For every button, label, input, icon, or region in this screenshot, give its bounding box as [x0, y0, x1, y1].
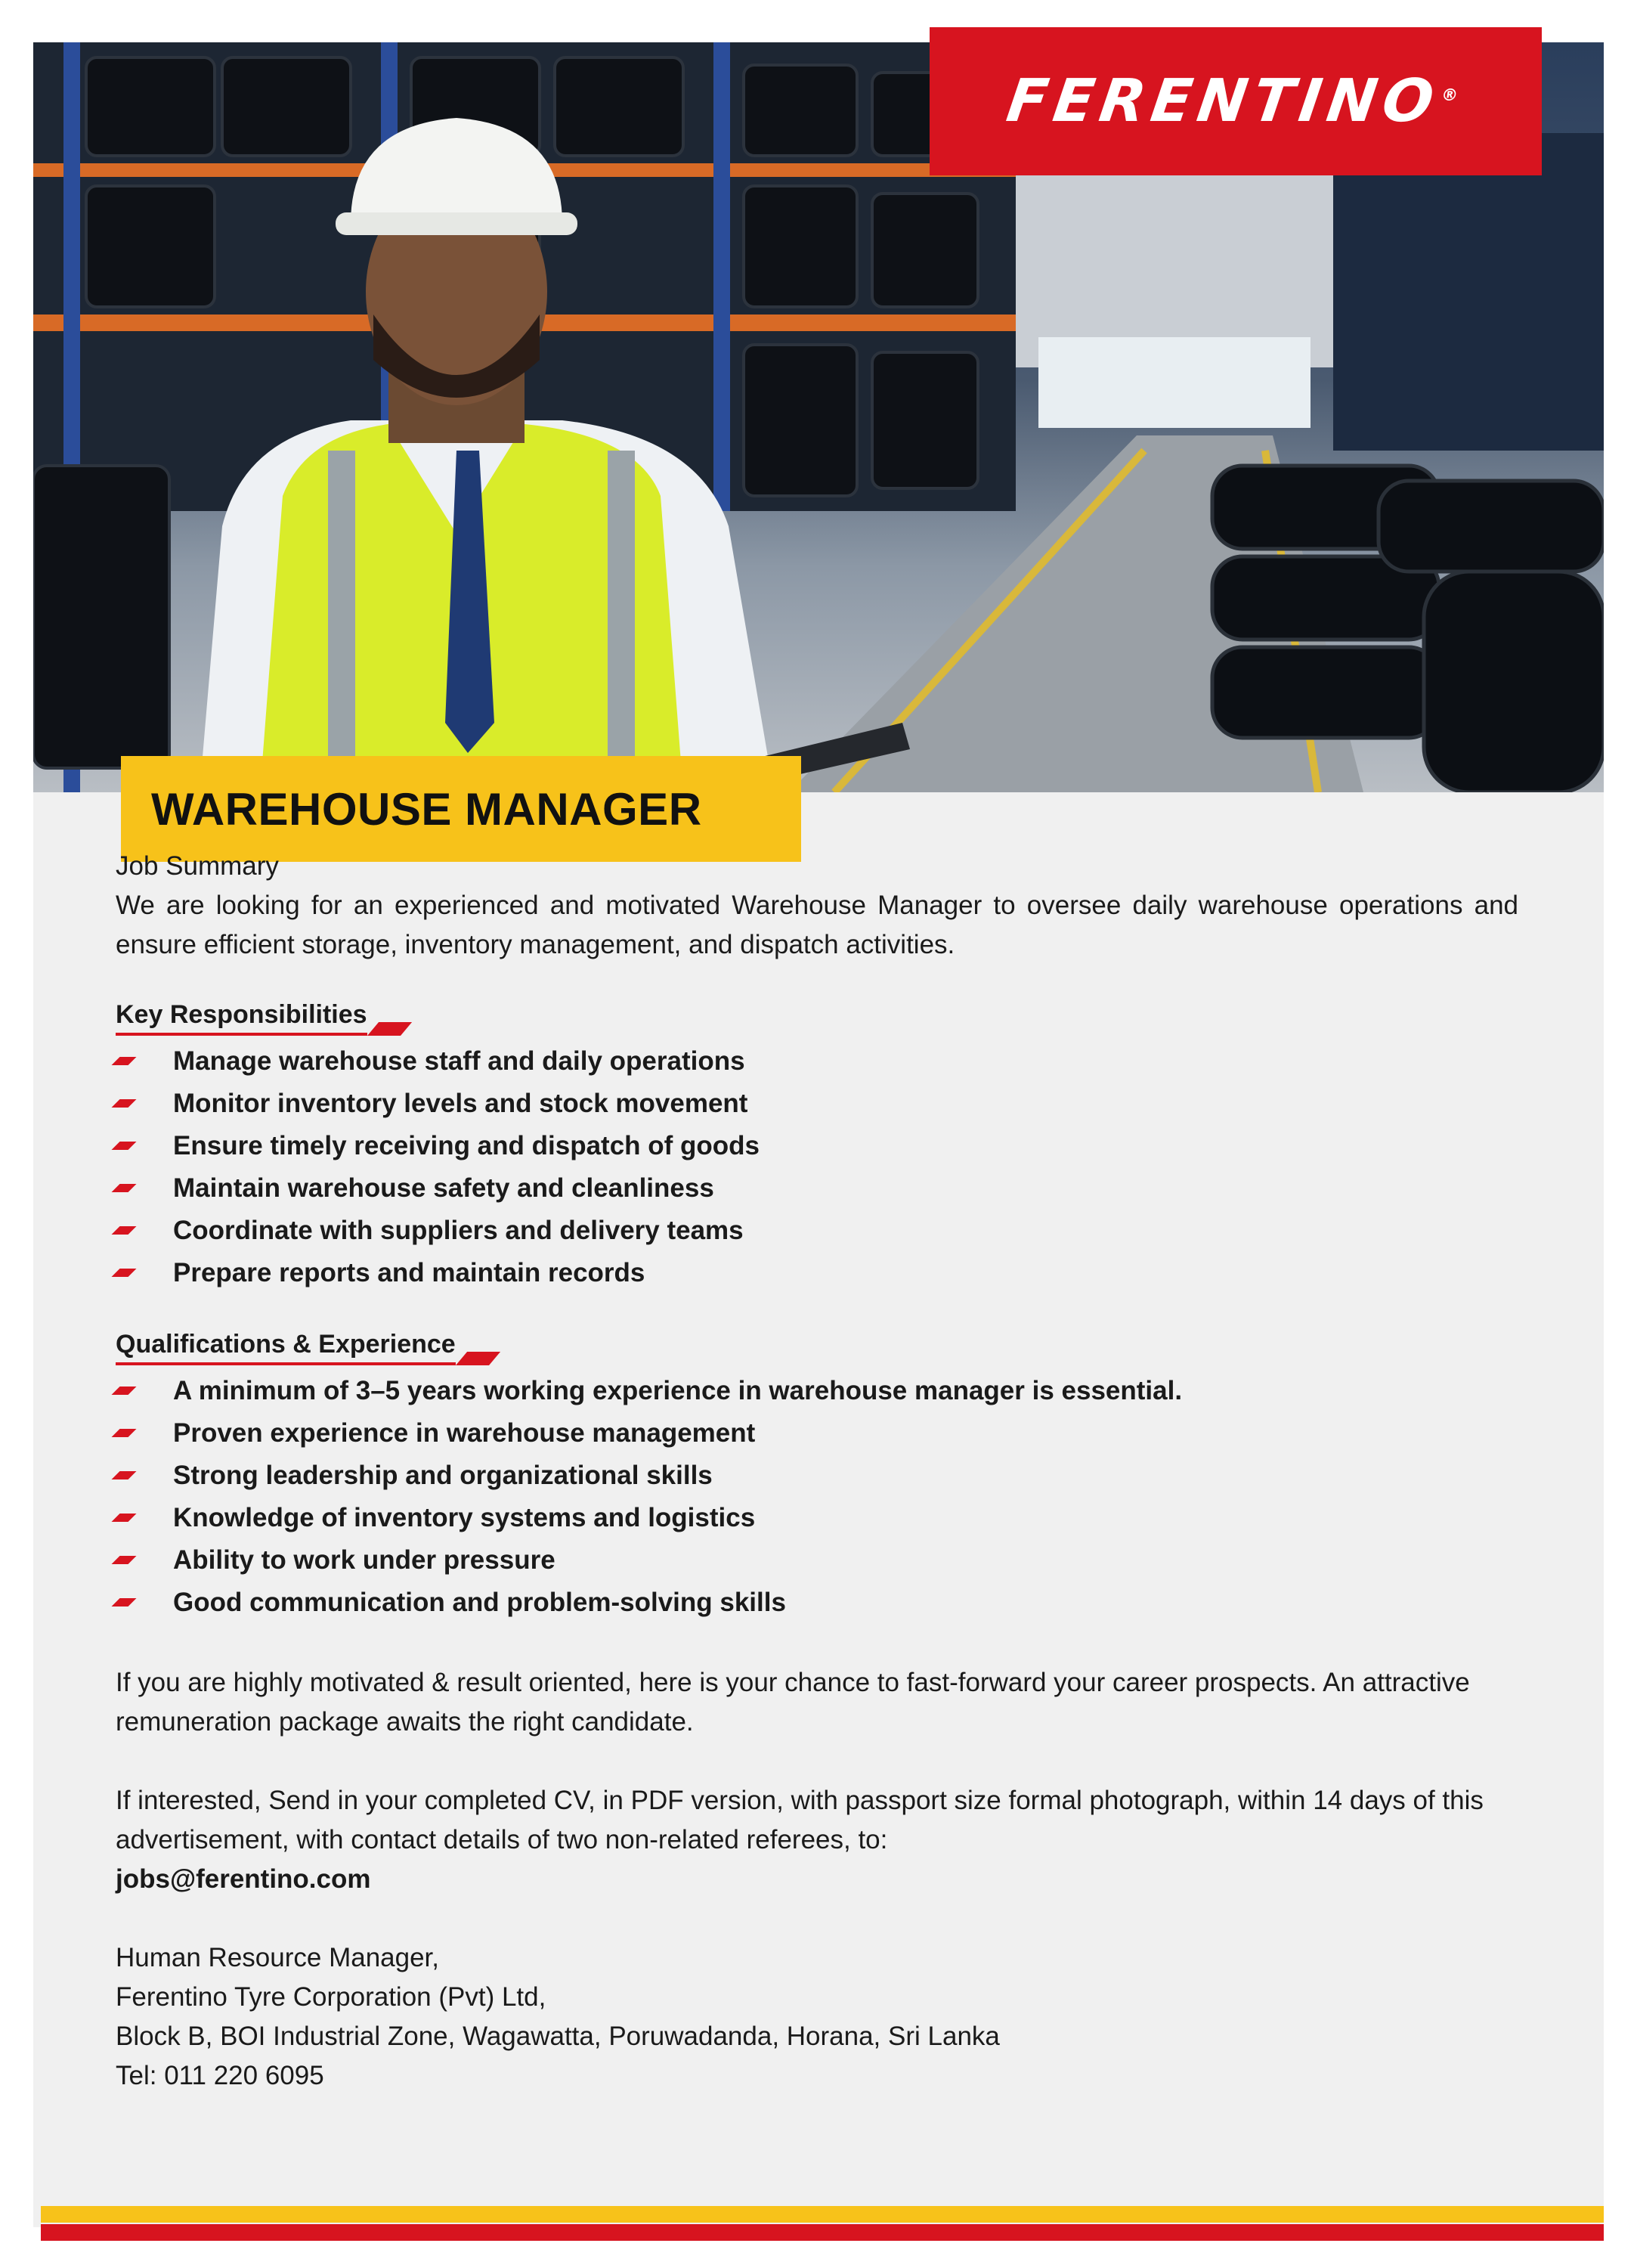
bullet-icon [112, 1226, 137, 1235]
bullet-icon [112, 1514, 137, 1522]
list-item-text: Prepare reports and maintain records [173, 1258, 645, 1287]
bullet-icon [112, 1057, 137, 1065]
list-item [116, 1167, 1518, 1210]
list-item-text: Ensure timely receiving and dispatch of goods [173, 1131, 760, 1160]
responsibilities-title: Key Responsibilities [116, 1000, 367, 1029]
bullet-icon [112, 1099, 137, 1108]
list-item-text: Ability to work under pressure [173, 1545, 555, 1575]
address-recipient: Human Resource Manager, [116, 1943, 439, 1972]
application-instructions: If interested, Send in your completed CV, in PDF version, with passport size formal photograph, within 14 days of this advertisement, with contact details of two non-related referees, to: [116, 1786, 1484, 1854]
list-item-text: Knowledge of inventory systems and logistics [173, 1503, 756, 1532]
registered-mark: ® [1440, 86, 1466, 105]
list-item-text: Coordinate with suppliers and delivery teams [173, 1216, 744, 1245]
list-item-text: Manage warehouse staff and daily operations [173, 1046, 745, 1076]
ferentino-logo [930, 27, 1542, 175]
address-phone: Tel: 011 220 6095 [116, 2061, 324, 2090]
application-block [116, 1781, 1518, 1899]
responsibilities-list [116, 1040, 1518, 1294]
heading-underline [116, 1362, 456, 1365]
list-item [116, 1083, 1518, 1125]
footer-stripe-red [41, 2224, 1604, 2241]
list-item [116, 1370, 1518, 1412]
list-item [116, 1125, 1518, 1167]
list-item [116, 1412, 1518, 1455]
responsibilities-section [116, 998, 1518, 1294]
list-item-text: A minimum of 3–5 years working experience in warehouse manager is essential. [173, 1376, 1183, 1405]
heading-accent [456, 1352, 500, 1365]
list-item-text: Monitor inventory levels and stock movement [173, 1089, 748, 1118]
heading-accent [367, 1022, 412, 1036]
motivation-text: If you are highly motivated & result oriented, here is your chance to fast-forward your career prospects. An attractive remuneration package awaits the right candidate. [116, 1668, 1470, 1737]
bullet-icon [112, 1556, 137, 1564]
address-company: Ferentino Tyre Corporation (Pvt) Ltd, [116, 1982, 546, 2012]
section-heading [116, 1328, 456, 1365]
summary-text: We are looking for an experienced and motivated Warehouse Manager to oversee daily warehouse operations and ensure efficient storage, inventory management, and dispatch activities. [116, 891, 1518, 959]
bullet-icon [112, 1142, 137, 1150]
job-title-banner [121, 756, 801, 862]
qualifications-section [116, 1328, 1518, 1624]
job-title: WAREHOUSE MANAGER [151, 783, 702, 835]
list-item-text: Good communication and problem-solving skills [173, 1588, 786, 1617]
list-item [116, 1252, 1518, 1294]
list-item-text: Maintain warehouse safety and cleanliness [173, 1173, 714, 1203]
address-block [116, 1938, 1518, 2096]
list-item [116, 1455, 1518, 1497]
summary-label: Job Summary [116, 851, 279, 881]
bullet-icon [112, 1471, 137, 1479]
motivation-block [116, 1663, 1518, 1742]
bullet-icon [112, 1387, 137, 1395]
job-details [116, 847, 1518, 2096]
list-item [116, 1497, 1518, 1539]
bullet-icon [112, 1598, 137, 1606]
footer-stripe-yellow [41, 2206, 1604, 2223]
list-item [116, 1539, 1518, 1582]
heading-underline [116, 1033, 367, 1036]
address-street: Block B, BOI Industrial Zone, Wagawatta, Poruwadanda, Horana, Sri Lanka [116, 2022, 1000, 2051]
list-item [116, 1040, 1518, 1083]
list-item-text: Proven experience in warehouse management [173, 1418, 756, 1448]
bullet-icon [112, 1184, 137, 1192]
bullet-icon [112, 1269, 137, 1277]
logo-text [1003, 67, 1468, 135]
logo-wordmark: FERENTINO [1003, 67, 1444, 135]
section-heading [116, 998, 367, 1036]
list-item [116, 1210, 1518, 1252]
list-item [116, 1582, 1518, 1624]
qualifications-list [116, 1370, 1518, 1624]
qualifications-title: Qualifications & Experience [116, 1330, 456, 1359]
application-email[interactable]: jobs@ferentino.com [116, 1864, 371, 1894]
bullet-icon [112, 1429, 137, 1437]
list-item-text: Strong leadership and organizational skills [173, 1461, 713, 1490]
